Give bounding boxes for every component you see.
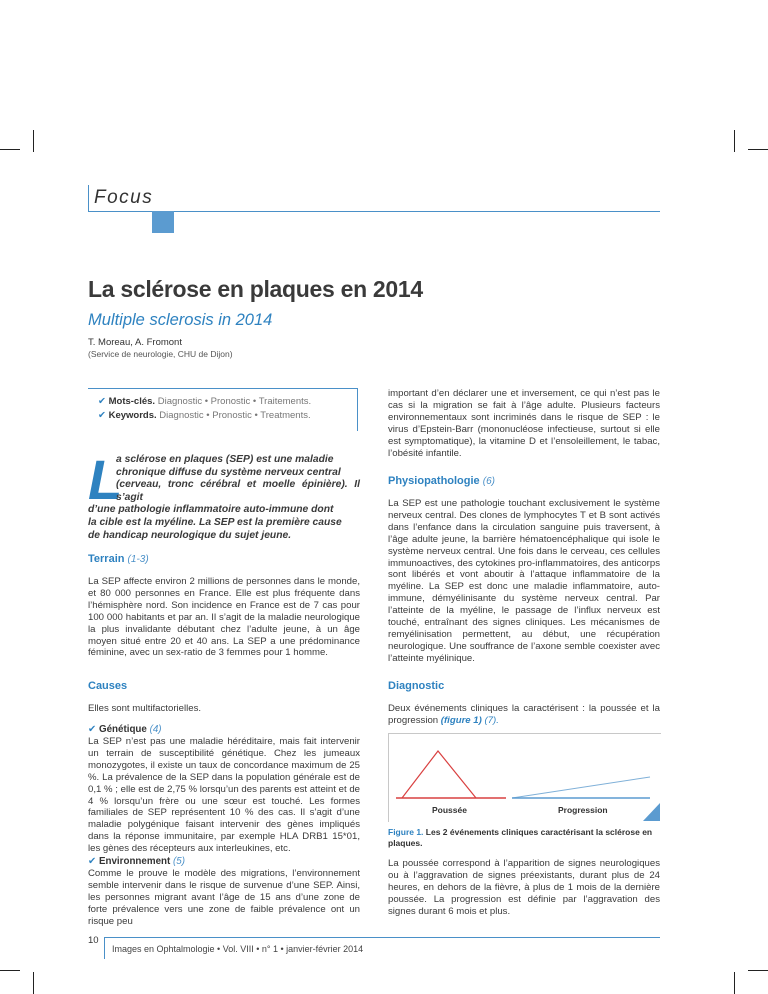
figure-ref-link[interactable]: (figure 1) bbox=[440, 714, 482, 726]
diagnostic-intro-text: Deux événements cliniques la caractérisent : la poussée et la progression bbox=[388, 703, 660, 726]
keywords-en-values: Diagnostic • Pronostic • Treatments. bbox=[159, 410, 311, 421]
lead-line: chronique diffuse du système nerveux central bbox=[116, 466, 341, 478]
environnement-text: Comme le prouve le modèle des migrations, l’environnement semble intervenir dans le risque de survenue d’une SEP. Ainsi, les personnes migrant avant l’âge de 15 ans d’une zone de forte prévalence vers une zone de faible prévalence ont un risque peu bbox=[88, 868, 360, 927]
journal-footer: Images en Ophtalmologie • Vol. VIII • n° 1 • janvier-février 2014 bbox=[112, 944, 364, 954]
lead-line: a sclérose en plaques (SEP) est une maladie bbox=[116, 454, 334, 465]
diagnostic-text: La poussée correspond à l’apparition de signes neurologiques ou à l’aggravation de signes préexistants, durant plus de 24 heures, en dehors de la fièvre, à plus de 1 mois de la dernière poussée. La progression est définie par l’aggravation des signes durant 6 mois et plus. bbox=[388, 858, 660, 917]
physio-text: La SEP est une pathologie touchant exclusivement le système nerveux central. Des clones de lymphocytes T et B sont activés dans l’enfance dans la circulation sanguine puis traversent, à l’âge adulte jeune, la barrière hématoencéphalique qui isole le système nerveux central. Une fois dans le cerveau, ces cellules immunoactives, des cytokines pro-inflammatoires, des anticorps sont libérés et vont aboutir à l’attaque inflammatoire de la myéline. La SEP est donc une maladie inflammatoire, auto-immune, démyélinisante du système nerveux central. Par l’atteinte de la myéline, le passage de l’influx nerveux est touché, entraînant des signes cliniques. Les mécanismes de remyélinisation permettent, au début, une récupération neurologique. Une souffrance de l’axone semble coexister avec l’atteinte myélinique. bbox=[388, 498, 660, 664]
crop-mark bbox=[748, 149, 768, 150]
crop-mark bbox=[33, 130, 34, 152]
lead-line: (cerveau, tronc cérébral et moelle épinière). Il s’agit bbox=[116, 479, 360, 503]
footer-rule bbox=[104, 937, 660, 938]
poussee-triangle bbox=[402, 751, 476, 798]
progression-line bbox=[512, 777, 650, 798]
crop-mark bbox=[0, 970, 20, 971]
article-subtitle: Multiple sclerosis in 2014 bbox=[88, 311, 273, 329]
keywords-fr-values: Diagnostic • Pronostic • Traitements. bbox=[157, 396, 312, 407]
crop-mark bbox=[33, 972, 34, 994]
figure-corner bbox=[643, 803, 660, 821]
subheading-genetique-ref: (4) bbox=[149, 724, 162, 735]
lead-line: la cible est la myéline. La SEP est la première cause bbox=[88, 516, 342, 528]
figure-label-progression: Progression bbox=[558, 805, 608, 815]
crop-mark bbox=[734, 972, 735, 994]
affiliation: (Service de neurologie, CHU de Dijon) bbox=[88, 349, 233, 359]
lead-paragraph bbox=[88, 448, 360, 542]
citation-ref: (7). bbox=[481, 714, 499, 726]
subheading-genetique bbox=[88, 724, 162, 735]
check-icon: ✔ bbox=[88, 856, 97, 867]
keywords-fr bbox=[98, 396, 311, 407]
check-icon: ✔ bbox=[98, 410, 106, 421]
crop-mark bbox=[748, 970, 768, 971]
article-title: La sclérose en plaques en 2014 bbox=[88, 276, 423, 302]
header-square bbox=[152, 211, 174, 233]
figure-caption-label: Figure 1. bbox=[388, 827, 424, 837]
figure-caption bbox=[388, 827, 660, 848]
heading-causes: Causes bbox=[88, 680, 128, 692]
heading-physio-text: Physiopathologie bbox=[388, 475, 480, 487]
header-rule bbox=[152, 211, 660, 212]
figure-diagram bbox=[388, 733, 660, 821]
right-top-text: important d’en déclarer une et inversement, ce qui n’est pas le cas si la migration se fait à l’âge adulte. Plusieurs facteurs environnementaux sont incriminés dans le risque de SEP : le virus d’Epstein-Barr (mononucléose infectieuse, surtout si elle est symptomatique), la vitamine D et l’ensoleillement, le tabac, l’obésité infantile. bbox=[388, 388, 660, 459]
lead-line: de handicap neurologique du sujet jeune. bbox=[88, 529, 292, 541]
lead-line: d’une pathologie inflammatoire auto-immune dont bbox=[88, 504, 334, 516]
subheading-environnement-ref: (5) bbox=[173, 856, 185, 867]
heading-diagnostic: Diagnostic bbox=[388, 680, 445, 692]
authors: T. Moreau, A. Fromont bbox=[88, 337, 182, 348]
causes-intro: Elles sont multifactorielles. bbox=[88, 703, 202, 714]
heading-physio-ref: (6) bbox=[482, 476, 495, 487]
genetique-text: La SEP n’est pas une maladie héréditaire, mais fait intervenir un terrain de susceptibilité génétique. Chez les jumeaux monozygotes, il existe un taux de concordance maximum de 25 %. La prévalence de la SEP dans la population générale est de 0,1 % ; elle est de 2,75 % lorsqu’un des parents est atteint et de 4 % lorsqu’un frère ou une sœur est touché. Les formes familiales de SEP représentent 10 % des cas. Il s’agit d’une maladie polygénique faisant intervenir des gènes impliqués dans la réponse immunitaire, par exemple HLA DRB1 15*01, les gènes des récepteurs aux interleukines, etc. bbox=[88, 736, 360, 855]
subheading-environnement-text: Environnement bbox=[98, 856, 171, 867]
page-number: 10 bbox=[88, 935, 99, 946]
figure-caption-text: Les 2 événements cliniques caractérisant la sclérose en plaques. bbox=[388, 827, 653, 848]
keywords-fr-label: Mots-clés. bbox=[108, 396, 156, 407]
check-icon: ✔ bbox=[98, 396, 106, 407]
crop-mark bbox=[734, 130, 735, 152]
crop-mark bbox=[0, 149, 20, 150]
subheading-environnement bbox=[88, 856, 185, 867]
section-label: Focus bbox=[94, 187, 154, 208]
heading-terrain-text: Terrain bbox=[88, 553, 125, 565]
heading-terrain bbox=[88, 553, 149, 565]
drop-cap: L bbox=[88, 448, 123, 511]
keywords-en-label: Keywords. bbox=[108, 410, 157, 421]
diagnostic-intro bbox=[388, 703, 660, 727]
terrain-text: La SEP affecte environ 2 millions de personnes dans le monde, et 80 000 personnes en France. Elle est plus fréquente dans l’hémisphère nord. Son incidence en France est de 7 cas pour 100 000 habitants et par an. Il s’agit de la maladie neurologique la plus invalidante débutant chez l’adulte jeune, à un âge moyen situé entre 20 et 40 ans. La SEP a une prédominance féminine, avec un sex-ratio de 3 femmes pour 1 homme. bbox=[88, 576, 360, 659]
heading-terrain-ref: (1-3) bbox=[127, 554, 149, 565]
heading-physio bbox=[388, 475, 495, 487]
subheading-genetique-text: Génétique bbox=[98, 724, 147, 735]
footer-bar bbox=[104, 937, 105, 959]
check-icon: ✔ bbox=[88, 724, 97, 735]
keywords-en bbox=[98, 410, 311, 421]
figure-label-poussee: Poussée bbox=[432, 805, 467, 815]
